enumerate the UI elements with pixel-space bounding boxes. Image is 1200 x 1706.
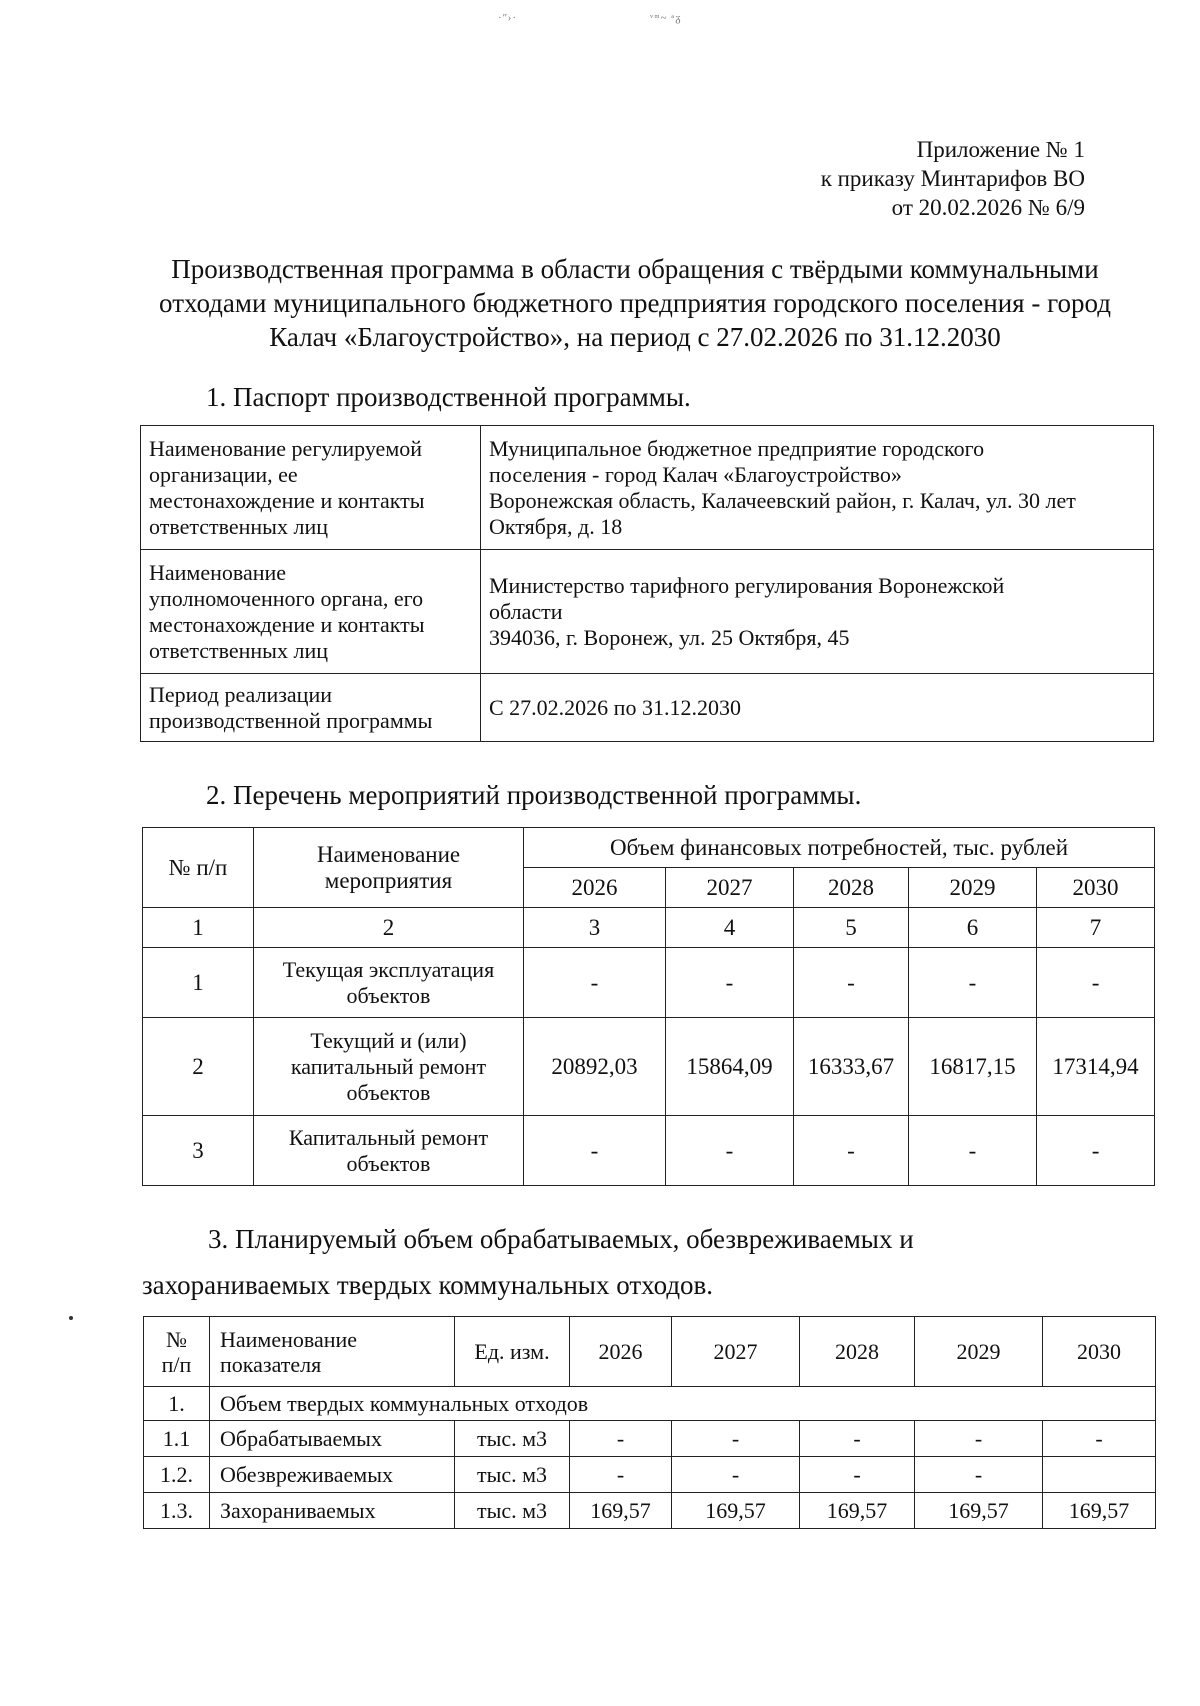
table-row (144, 1421, 1156, 1457)
scan-dot (69, 1316, 73, 1320)
year-header: 2030 (1037, 868, 1155, 908)
passport-label (141, 426, 481, 550)
title-line: отходами муниципального бюджетного предприятия городского поселения - город (159, 288, 1111, 318)
value-cell: - (915, 1421, 1043, 1457)
value-cell: - (794, 948, 909, 1018)
cell-line: С 27.02.2026 по 31.12.2030 (489, 694, 741, 720)
value-cell: 169,57 (915, 1493, 1043, 1529)
passport-value (481, 674, 1154, 742)
table-row (143, 1018, 1155, 1116)
row-name (254, 1018, 524, 1116)
appendix-line: к приказу Минтарифов ВО (820, 166, 1085, 191)
year-header: 2026 (570, 1317, 672, 1387)
group-name: Объем твердых коммунальных отходов (210, 1387, 1156, 1421)
value-cell: 20892,03 (524, 1018, 666, 1116)
year-header: 2029 (909, 868, 1037, 908)
title-line: Производственная программа в области обращения с твёрдыми коммунальными (171, 254, 1099, 284)
section2-heading: 2. Перечень мероприятий производственной программы. (206, 780, 862, 810)
cell-line: Наименование (149, 559, 287, 585)
table-row (144, 1387, 1156, 1421)
value-cell: - (524, 1116, 666, 1186)
value-cell: - (909, 948, 1037, 1018)
table-row (143, 948, 1155, 1018)
year-header: 2027 (672, 1317, 800, 1387)
value-cell: 169,57 (672, 1493, 800, 1529)
table-header-row (143, 828, 1155, 868)
waste-volume-table (143, 1316, 1156, 1529)
cell-line: Наименование (316, 841, 461, 867)
header-name (210, 1317, 455, 1387)
row-unit: тыс. м3 (455, 1493, 570, 1529)
index-cell: 1 (143, 908, 254, 948)
table-row (144, 1457, 1156, 1493)
value-cell: - (800, 1421, 915, 1457)
year-header: 2028 (800, 1317, 915, 1387)
row-name: Обезвреживаемых (210, 1457, 455, 1493)
header-unit: Ед. изм. (455, 1317, 570, 1387)
cell-line: организации, ее (149, 461, 298, 487)
cell-line: Период реализации (149, 681, 333, 707)
header-num: № п/п (143, 828, 254, 908)
cell-line: капитальный ремонт (290, 1053, 487, 1079)
appendix-line: от 20.02.2026 № 6/9 (891, 195, 1085, 220)
value-cell: - (666, 948, 794, 1018)
cell-line: ответственных лиц (149, 513, 328, 539)
value-cell: 169,57 (570, 1493, 672, 1529)
row-name: Захораниваемых (210, 1493, 455, 1529)
value-cell: - (666, 1116, 794, 1186)
cell-line: Наименование (220, 1326, 358, 1352)
value-cell: - (1037, 1116, 1155, 1186)
index-cell: 3 (524, 908, 666, 948)
section3-heading-line1: 3. Планируемый объем обрабатываемых, обезвреживаемых и (208, 1224, 914, 1254)
table-row (141, 674, 1154, 742)
value-cell: - (570, 1421, 672, 1457)
section1-heading: 1. Паспорт производственной программы. (206, 382, 691, 412)
cell-line: 394036, г. Воронеж, ул. 25 Октября, 45 (489, 624, 850, 650)
appendix-block (821, 135, 1085, 222)
year-header: 2030 (1043, 1317, 1156, 1387)
passport-value (481, 550, 1154, 674)
value-cell: - (909, 1116, 1037, 1186)
row-name: Обрабатываемых (210, 1421, 455, 1457)
cell-line: п/п (161, 1351, 192, 1377)
passport-value (481, 426, 1154, 550)
year-header: 2026 (524, 868, 666, 908)
value-cell: 17314,94 (1037, 1018, 1155, 1116)
cell-line: ответственных лиц (149, 637, 328, 663)
value-cell: 16333,67 (794, 1018, 909, 1116)
year-header: 2029 (915, 1317, 1043, 1387)
cell-line: объектов (346, 1150, 431, 1176)
index-row (143, 908, 1155, 948)
cell-line: поселения - город Калач «Благоустройство» (489, 461, 902, 487)
value-cell: - (915, 1457, 1043, 1493)
cell-line: уполномоченного органа, его (149, 585, 424, 611)
index-cell: 5 (794, 908, 909, 948)
value-cell: - (794, 1116, 909, 1186)
row-name (254, 948, 524, 1018)
cell-line: объектов (346, 982, 431, 1008)
cell-line: области (489, 598, 563, 624)
year-header: 2028 (794, 868, 909, 908)
table-row (141, 550, 1154, 674)
value-cell: - (570, 1457, 672, 1493)
value-cell: 169,57 (800, 1493, 915, 1529)
index-cell: 2 (254, 908, 524, 948)
table-row (144, 1493, 1156, 1529)
value-cell: - (800, 1457, 915, 1493)
index-cell: 6 (909, 908, 1037, 948)
cell-line: производственной программы (149, 707, 433, 733)
cell-line: № (166, 1326, 187, 1352)
cell-line: Текущий и (или) (310, 1027, 467, 1053)
scan-mark-1: ·ʺ›· (498, 12, 518, 24)
scan-mark-2: ᵛᵐ~ ᵃᵹ (650, 12, 682, 24)
row-name (254, 1116, 524, 1186)
header-num (144, 1317, 210, 1387)
row-num: 1.1 (144, 1421, 210, 1457)
header-name (254, 828, 524, 908)
appendix-line: Приложение № 1 (916, 137, 1085, 162)
table-row (143, 1116, 1155, 1186)
row-unit: тыс. м3 (455, 1457, 570, 1493)
value-cell: - (1043, 1421, 1156, 1457)
value-cell: 15864,09 (666, 1018, 794, 1116)
index-cell: 4 (666, 908, 794, 948)
passport-table (140, 425, 1154, 742)
row-unit: тыс. м3 (455, 1421, 570, 1457)
value-cell: 169,57 (1043, 1493, 1156, 1529)
section3-heading-line2: захораниваемых твердых коммунальных отходов. (142, 1270, 714, 1300)
cell-line: объектов (346, 1079, 431, 1105)
cell-line: мероприятия (324, 867, 453, 893)
cell-line: местонахождение и контакты (149, 611, 425, 637)
cell-line: Воронежская область, Калачеевский район, г. Калач, ул. 30 лет (489, 487, 1076, 513)
cell-line: Текущая эксплуатация (282, 956, 495, 982)
cell-line: показателя (220, 1351, 322, 1377)
cell-line: Муниципальное бюджетное предприятие городского (489, 435, 985, 461)
cell-line: Капитальный ремонт (288, 1124, 489, 1150)
cell-line: Октября, д. 18 (489, 513, 623, 539)
row-num: 1 (143, 948, 254, 1018)
row-num: 2 (143, 1018, 254, 1116)
document-title (130, 252, 1140, 354)
value-cell: 16817,15 (909, 1018, 1037, 1116)
passport-label (141, 550, 481, 674)
title-line: Калач «Благоустройство», на период с 27.02.2026 по 31.12.2030 (269, 322, 1001, 352)
events-table (142, 827, 1155, 1186)
year-header: 2027 (666, 868, 794, 908)
cell-line: местонахождение и контакты (149, 487, 425, 513)
index-cell: 7 (1037, 908, 1155, 948)
value-cell: - (524, 948, 666, 1018)
table-header-row (144, 1317, 1156, 1387)
row-num: 1. (144, 1387, 210, 1421)
value-cell: - (672, 1457, 800, 1493)
cell-line: Наименование регулируемой (149, 435, 423, 461)
row-num: 3 (143, 1116, 254, 1186)
header-volume: Объем финансовых потребностей, тыс. рублей (524, 828, 1155, 868)
cell-line: Министерство тарифного регулирования Воронежской (489, 572, 1005, 598)
value-cell: - (1037, 948, 1155, 1018)
row-num: 1.3. (144, 1493, 210, 1529)
passport-label (141, 674, 481, 742)
row-num: 1.2. (144, 1457, 210, 1493)
table-row (141, 426, 1154, 550)
value-cell: - (672, 1421, 800, 1457)
value-cell (1043, 1457, 1156, 1493)
